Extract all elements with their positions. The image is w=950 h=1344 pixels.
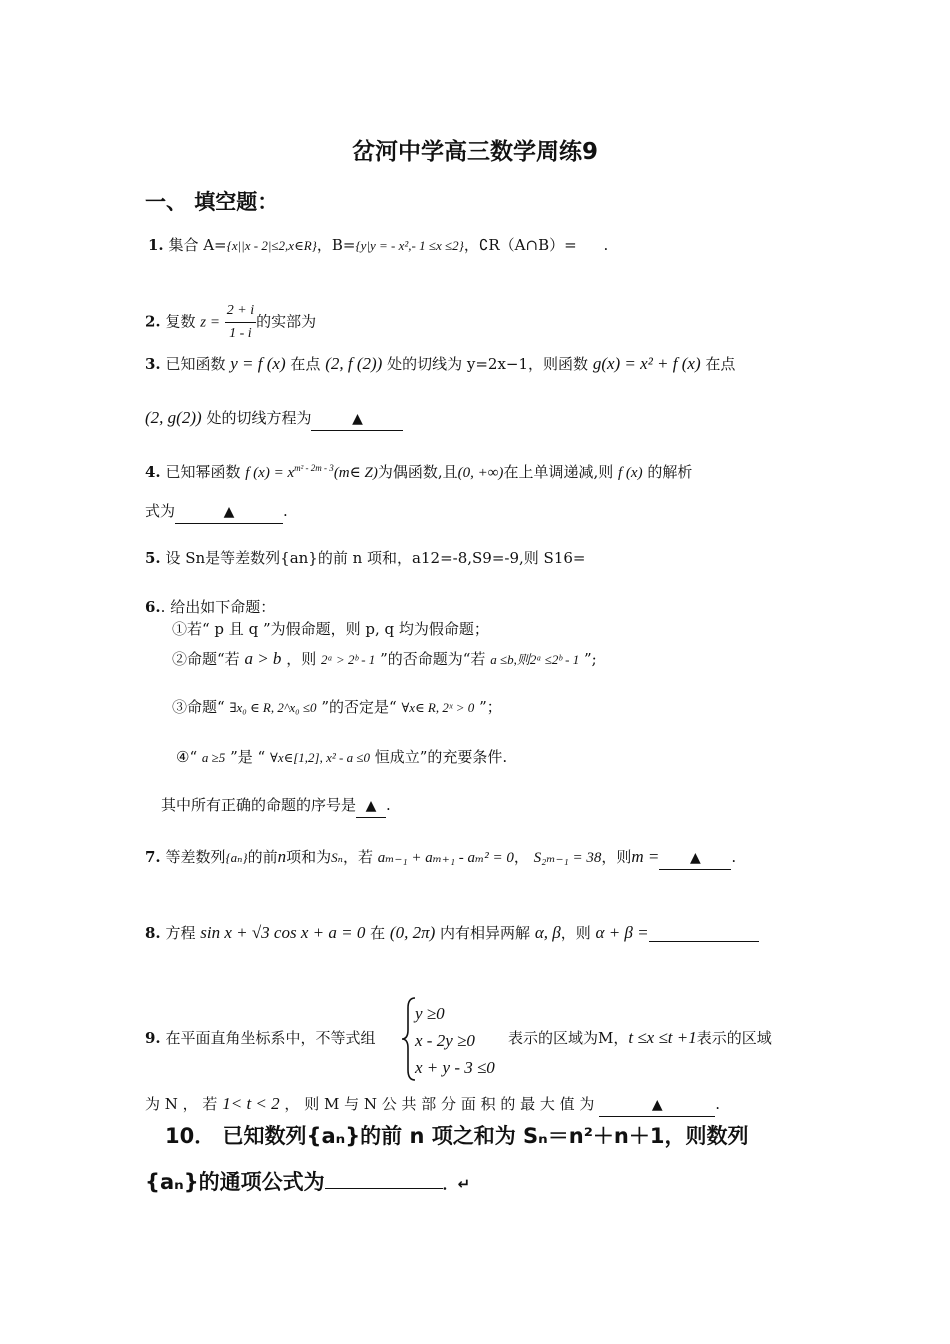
p2-text-b: ，则	[286, 650, 317, 668]
q9-text-b: 表示的区域为M，	[508, 1029, 629, 1047]
q4-text-e: 式为	[145, 502, 176, 520]
q8-interval: (0, 2π)	[389, 923, 436, 942]
p2-text-c: ”的否命题为“若	[380, 650, 486, 668]
p4-text-c: 恒成立”的充要条件.	[374, 748, 508, 766]
question-10-line-2	[145, 1166, 470, 1196]
inequality-3: x + y - 3 ≤0	[415, 1058, 495, 1077]
question-9-line-1	[145, 1027, 375, 1049]
question-6-intro	[145, 596, 275, 618]
p2-math-1: a > b	[244, 649, 282, 668]
question-number: 4.	[145, 463, 161, 481]
q4-text-d: 的解析	[647, 463, 693, 481]
question-10-line-1: 10． 已知数列{aₙ}的前 n 项之和为 Sₙ＝n²＋n＋1，则数列	[165, 1124, 749, 1148]
q1-end: .	[603, 236, 609, 254]
q9-end: .	[715, 1095, 720, 1113]
q8-text-d: ，则	[560, 924, 591, 942]
q8-alpha-beta: α, β	[534, 923, 561, 942]
p2-math-3: a ≤b,则2ᵃ ≤2ᵇ - 1	[490, 652, 580, 667]
question-9-line-2	[145, 1093, 720, 1117]
numerator: 2 + i	[225, 300, 256, 323]
set-a: {x||x - 2|≤2,x∈R}	[226, 238, 317, 253]
q10-line2: {aₙ}的通项公式为	[145, 1170, 325, 1194]
q9-text-a: 在平面直角坐标系中，不等式组	[165, 1029, 376, 1047]
q6-intro: . 给出如下命题：	[160, 598, 276, 616]
q7-m: m =	[631, 847, 660, 866]
proposition-4	[176, 746, 507, 769]
q8-text-b: 在	[370, 924, 386, 942]
q4-condition: (m∈ Z)	[333, 465, 378, 481]
question-2	[145, 300, 316, 344]
q7-text-f: ，则	[601, 848, 632, 866]
fraction	[225, 300, 256, 345]
p4-text-a: ④“	[176, 748, 198, 766]
answer-blank[interactable]	[175, 500, 283, 524]
p3-text-c: ”；	[479, 698, 502, 716]
q9-condition: 1< t < 2	[222, 1094, 280, 1113]
question-3-line-1	[145, 353, 735, 375]
q7-equation-1: aₘ₋₁ + aₘ₊₁ - aₘ² = 0	[377, 850, 514, 866]
question-7	[145, 846, 736, 870]
q7-sequence: {aₙ}	[225, 850, 248, 865]
q1-text-c: ，∁R（A∩B）=	[463, 236, 577, 254]
question-5	[145, 547, 586, 569]
q4-exponent: m² - 2m - 3	[294, 463, 334, 473]
q7-end: .	[731, 848, 737, 866]
q8-text-c: 内有相异两解	[440, 924, 531, 942]
q6-end: .	[386, 796, 391, 814]
p4-math-2: ∀x∈[1,2], x² - a ≤0	[269, 750, 370, 765]
question-3-line-2	[145, 407, 403, 431]
q3-func-f: y = f (x)	[230, 354, 286, 373]
q9-line2-a: 为 N ， 若	[145, 1095, 218, 1113]
question-number: 8.	[145, 924, 161, 942]
q6-conclusion: 其中所有正确的命题的序号是	[161, 796, 357, 814]
q2-text-b: 的实部为	[256, 312, 317, 331]
question-number: 7.	[145, 848, 161, 866]
q3-text-b: 在点	[290, 355, 321, 373]
question-number: 2.	[145, 312, 161, 331]
question-9-line-1b	[508, 1027, 772, 1049]
answer-blank[interactable]	[649, 927, 759, 942]
p4-math-1: a ≥5	[201, 750, 226, 765]
q4-func: f (x) = x	[245, 465, 295, 481]
answer-blank[interactable]	[311, 407, 403, 431]
q2-text-a: 复数	[165, 312, 196, 331]
q7-text-a: 等差数列	[165, 848, 226, 866]
q7-text-d: ，若	[342, 848, 373, 866]
q7-text-c: 项和为	[286, 848, 332, 866]
proposition-1-text: ①若“ p 且 q ”为假命题，则 p, q 均为假命题；	[172, 620, 489, 638]
p3-text-b: ”的否定是“	[321, 698, 397, 716]
q3-func-g: g(x) = x² + f (x)	[592, 354, 701, 373]
answer-blank[interactable]	[659, 846, 731, 870]
inequality-2: x - 2y ≥0	[415, 1031, 475, 1050]
q9-line2-b: ， 则 M 与 N 公 共 部 分 面 积 的 最 大 值 为	[284, 1095, 595, 1113]
q9-text-c: 表示的区域	[696, 1029, 772, 1047]
question-number: 3.	[145, 355, 161, 373]
triangle-marker: ▲	[352, 411, 363, 427]
p3-math-1: ∃x₀ ∈ R, 2^x₀ ≤0	[229, 700, 317, 715]
q4-text-b: 为偶函数,且	[377, 463, 458, 481]
p2-math-2: 2ᵃ > 2ᵇ - 1	[321, 652, 376, 667]
q4-fx: f (x)	[618, 465, 643, 481]
q7-n: n	[277, 847, 287, 866]
q7-text-e: ，	[513, 848, 529, 866]
q7-equation-2: S₂ₘ₋₁ = 38	[533, 850, 602, 866]
q7-text-b: 的前	[247, 848, 278, 866]
q3-text-a: 已知函数	[165, 355, 226, 373]
page-title: 岔河中学高三数学周练9	[351, 139, 598, 165]
question-8	[145, 922, 759, 944]
q3-text-e: 处的切线方程为	[206, 409, 312, 427]
q3-text-c: 处的切线为 y=2x−1，则函数	[387, 355, 589, 373]
triangle-marker: ▲	[651, 1097, 663, 1113]
proposition-1	[172, 618, 489, 640]
q9-inequality: t ≤x ≤t +1	[628, 1028, 697, 1047]
q4-interval: (0, +∞)	[457, 465, 504, 481]
q10-end: ．↵	[442, 1175, 471, 1193]
question-number: 5.	[145, 549, 161, 567]
q7-sn: Sₙ	[331, 850, 343, 865]
q5-text: 设 Sn是等差数列{an}的前 n 项和，a12=-8,S9=-9,则 S16=	[165, 549, 586, 567]
q4-end: .	[283, 502, 288, 520]
question-number: 6.	[145, 598, 161, 616]
triangle-marker: ▲	[223, 504, 235, 520]
question-number: 9.	[145, 1029, 161, 1047]
question-4-line-1	[145, 457, 692, 484]
triangle-marker: ▲	[689, 850, 701, 866]
answer-blank[interactable]	[356, 794, 386, 818]
question-number: 1.	[148, 236, 164, 254]
q8-text-a: 方程	[165, 924, 196, 942]
q3-point-2: (2, g(2))	[145, 408, 202, 427]
q1-text-a: 集合 A=	[168, 236, 227, 254]
proposition-3	[172, 696, 502, 719]
denominator: 1 - i	[229, 326, 252, 341]
inequality-1: y ≥0	[415, 1004, 445, 1023]
triangle-marker: ▲	[365, 798, 377, 814]
q1-text-b: ，B=	[316, 236, 356, 254]
q8-sum: α + β =	[595, 923, 649, 942]
p3-text-a: ③命题“	[172, 698, 225, 716]
p2-text-d: ”;	[584, 650, 597, 668]
proposition-2	[172, 648, 597, 671]
question-6-conclusion	[161, 794, 391, 818]
inequality-system	[415, 1000, 495, 1081]
q4-text-a: 已知幂函数	[165, 463, 241, 481]
p4-text-b: ”是 “	[230, 748, 266, 766]
q2-lhs: z =	[200, 314, 220, 331]
answer-blank[interactable]	[599, 1093, 715, 1117]
question-4-line-2	[145, 500, 288, 524]
p3-math-2: ∀x∈ R, 2ˣ > 0	[401, 700, 475, 715]
set-b: {y|y = - x²,- 1 ≤x ≤2}	[355, 238, 464, 253]
q8-equation: sin x + √3 cos x + a = 0	[200, 923, 366, 942]
q4-text-c: 在上单调递减,则	[503, 463, 614, 481]
answer-blank[interactable]	[325, 1168, 443, 1189]
section-heading: 一、 填空题：	[145, 190, 279, 214]
p2-text-a: ②命题“若	[172, 650, 240, 668]
question-1	[148, 234, 608, 257]
q3-point-1: (2, f (2))	[325, 354, 383, 373]
q3-text-d: 在点	[705, 355, 736, 373]
